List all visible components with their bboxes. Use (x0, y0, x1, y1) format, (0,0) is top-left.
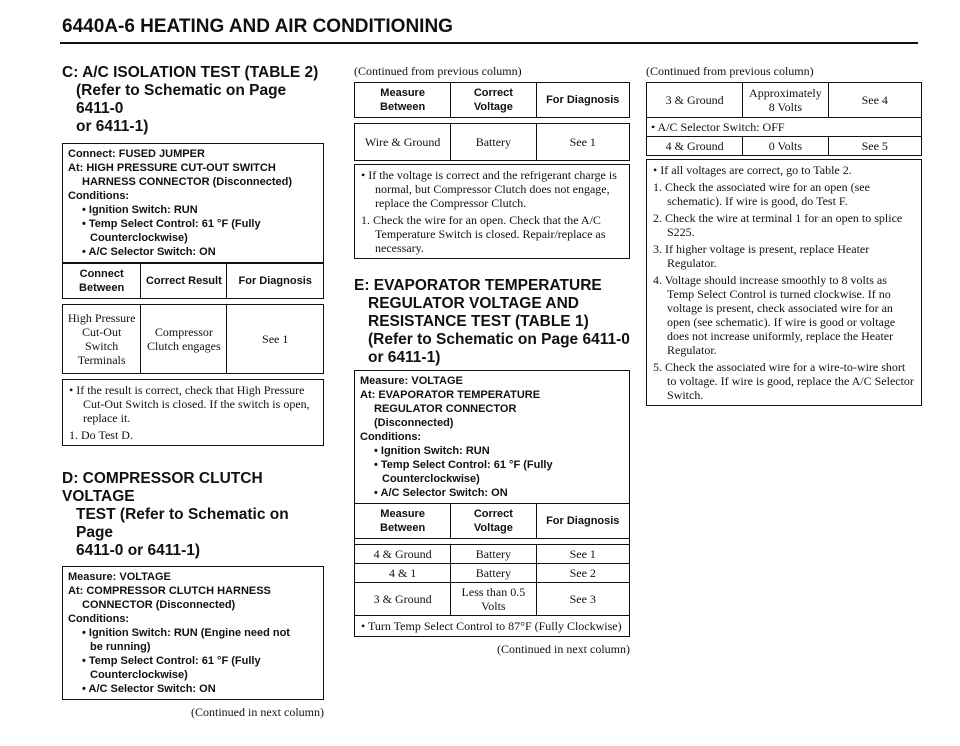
note-item: • Turn Temp Select Control to 87°F (Fully Clockwise) (361, 619, 622, 633)
table-cell: Battery (451, 564, 536, 583)
section-e-title (354, 277, 630, 367)
section-c-title-line: or 6411-1) (76, 118, 149, 135)
section-c-title-line: (Refer to Schematic on Page 6411-0 (76, 82, 287, 117)
section-c-conditions-box (62, 143, 324, 263)
condition-line: • Temp Select Control: 61 °F (Fully (374, 459, 553, 471)
section-e-title-line: REGULATOR VOLTAGE AND (368, 295, 579, 312)
condition-line: • Temp Select Control: 61 °F (Fully (82, 655, 261, 667)
condition-line: Conditions: (68, 190, 130, 202)
table-cell: 0 Volts (743, 137, 828, 156)
section-d-title (62, 470, 324, 560)
section-e-notes (646, 159, 922, 406)
condition-line: Counterclockwise) (382, 473, 480, 485)
table-cell: Wire & Ground (355, 124, 451, 161)
note-item: 5. Check the associated wire for a wire-to-wire short to voltage. If wire is good, replace the A/C Selector Switch. (653, 360, 914, 402)
continued-next-column: (Continued in next column) (191, 705, 324, 719)
section-d-title-line: 6411-0 or 6411-1) (76, 542, 201, 559)
table-cell: See 1 (536, 124, 630, 161)
table-cell: 4 & Ground (355, 545, 451, 564)
table-header: For Diagnosis (536, 83, 630, 118)
table-cell: Less than 0.5 Volts (451, 583, 536, 616)
table-cell: 3 & Ground (355, 583, 451, 616)
column-3 (646, 64, 922, 406)
table-header: For Diagnosis (536, 504, 630, 539)
table-cell: Battery (451, 545, 536, 564)
section-d-conditions-box (62, 566, 324, 700)
table-cell: See 2 (536, 564, 630, 583)
note-item: 1. Do Test D. (69, 428, 133, 442)
selector-switch-note: • A/C Selector Switch: OFF (647, 118, 922, 137)
section-e-title-line: or 6411-1) (368, 349, 441, 366)
page-title: 6440A-6 HEATING AND AIR CONDITIONING (62, 16, 453, 37)
condition-line: Conditions: (360, 431, 422, 443)
table-header: Measure Between (355, 504, 451, 539)
note-item: • If the result is correct, check that High Pressure Cut-Out Switch is closed. If the switch is open, replace it. (69, 383, 310, 425)
table-header: Correct Voltage (451, 504, 536, 539)
table-cell: High Pressure Cut-Out Switch Terminals (63, 305, 141, 374)
condition-line: • A/C Selector Switch: ON (374, 487, 508, 499)
note-item: 1. Check the wire for an open. Check that the A/C Temperature Switch is closed. Repair/replace as necessary. (361, 213, 606, 255)
table-header: For Diagnosis (227, 264, 324, 299)
condition-line: Connect: FUSED JUMPER (68, 148, 205, 160)
section-d-notes (354, 164, 630, 259)
condition-line: • Ignition Switch: RUN (82, 204, 198, 216)
condition-line: Counterclockwise) (90, 232, 188, 244)
section-e-table-continued (646, 82, 922, 156)
condition-line: Conditions: (68, 613, 130, 625)
condition-line: At: HIGH PRESSURE CUT-OUT SWITCH (68, 162, 276, 174)
table-header: Correct Result (141, 264, 227, 299)
section-c-title (62, 64, 324, 136)
section-c-title-line: C: A/C ISOLATION TEST (TABLE 2) (62, 64, 319, 81)
section-e-conditions (355, 371, 629, 503)
note-item: • If all voltages are correct, go to Table 2. (653, 163, 852, 177)
condition-line: At: EVAPORATOR TEMPERATURE (360, 389, 541, 401)
table-cell: See 1 (227, 305, 324, 374)
condition-line: Measure: VOLTAGE (360, 375, 463, 387)
table-cell: Battery (451, 124, 536, 161)
table-cell: See 4 (828, 83, 922, 118)
table-cell: Approximately 8 Volts (743, 83, 828, 118)
note-item: 2. Check the wire at terminal 1 for an open to splice S225. (653, 211, 903, 239)
condition-line: Measure: VOLTAGE (68, 571, 171, 583)
column-2 (354, 64, 630, 656)
table-header: Correct Voltage (451, 83, 536, 118)
table-cell: See 3 (536, 583, 630, 616)
condition-line: • A/C Selector Switch: ON (82, 246, 216, 258)
section-d-table (354, 82, 630, 161)
note-item: 3. If higher voltage is present, replace Heater Regulator. (653, 242, 870, 270)
section-e-title-line: E: EVAPORATOR TEMPERATURE (354, 277, 602, 294)
condition-line: • Ignition Switch: RUN (Engine need not (82, 627, 290, 639)
header-rule (60, 42, 918, 44)
table-cell: 4 & Ground (647, 137, 743, 156)
section-c-notes (62, 379, 324, 446)
section-d-title-line: TEST (Refer to Schematic on Page (76, 506, 289, 541)
table-cell: 3 & Ground (647, 83, 743, 118)
table-cell: Compressor Clutch engages (141, 305, 227, 374)
section-c-table (62, 263, 324, 374)
continued-next-column: (Continued in next column) (497, 642, 630, 656)
continued-from-previous: (Continued from previous column) (646, 64, 814, 78)
section-e-title-line: (Refer to Schematic on Page 6411-0 (368, 331, 630, 348)
table-cell: 4 & 1 (355, 564, 451, 583)
table-cell: See 1 (536, 545, 630, 564)
condition-line: HARNESS CONNECTOR (Disconnected) (82, 176, 293, 188)
note-item: • If the voltage is correct and the refrigerant charge is normal, but Compressor Clutch does not engage, replace the Compressor Clutch. (361, 168, 617, 210)
condition-line: At: COMPRESSOR CLUTCH HARNESS (68, 585, 271, 597)
table-header: Measure Between (355, 83, 451, 118)
note-item: 4. Voltage should increase smoothly to 8 volts as Temp Select Control is turned clockwise. If no voltage is present, check associated wire for an open (see schematic). If wire is good or voltage does not increase uniformly, replace the Heater Regulator. (653, 273, 896, 357)
continued-from-previous: (Continued from previous column) (354, 64, 522, 78)
condition-line: REGULATOR CONNECTOR (374, 403, 517, 415)
condition-line: be running) (90, 641, 151, 653)
section-d-title-line: D: COMPRESSOR CLUTCH VOLTAGE (62, 470, 263, 505)
column-1 (62, 64, 324, 719)
condition-line: (Disconnected) (374, 417, 454, 429)
section-e-footnote (355, 616, 629, 636)
condition-line: • Ignition Switch: RUN (374, 445, 490, 457)
table-cell: See 5 (828, 137, 922, 156)
table-header: Connect Between (63, 264, 141, 299)
condition-line: • A/C Selector Switch: ON (82, 683, 216, 695)
condition-line: • Temp Select Control: 61 °F (Fully (82, 218, 261, 230)
section-e-table (354, 503, 630, 616)
section-e-title-line: RESISTANCE TEST (TABLE 1) (368, 313, 589, 330)
condition-line: Counterclockwise) (90, 669, 188, 681)
section-e-box (354, 370, 630, 637)
condition-line: CONNECTOR (Disconnected) (82, 599, 236, 611)
note-item: 1. Check the associated wire for an open (see schematic). If wire is good, do Test F. (653, 180, 870, 208)
